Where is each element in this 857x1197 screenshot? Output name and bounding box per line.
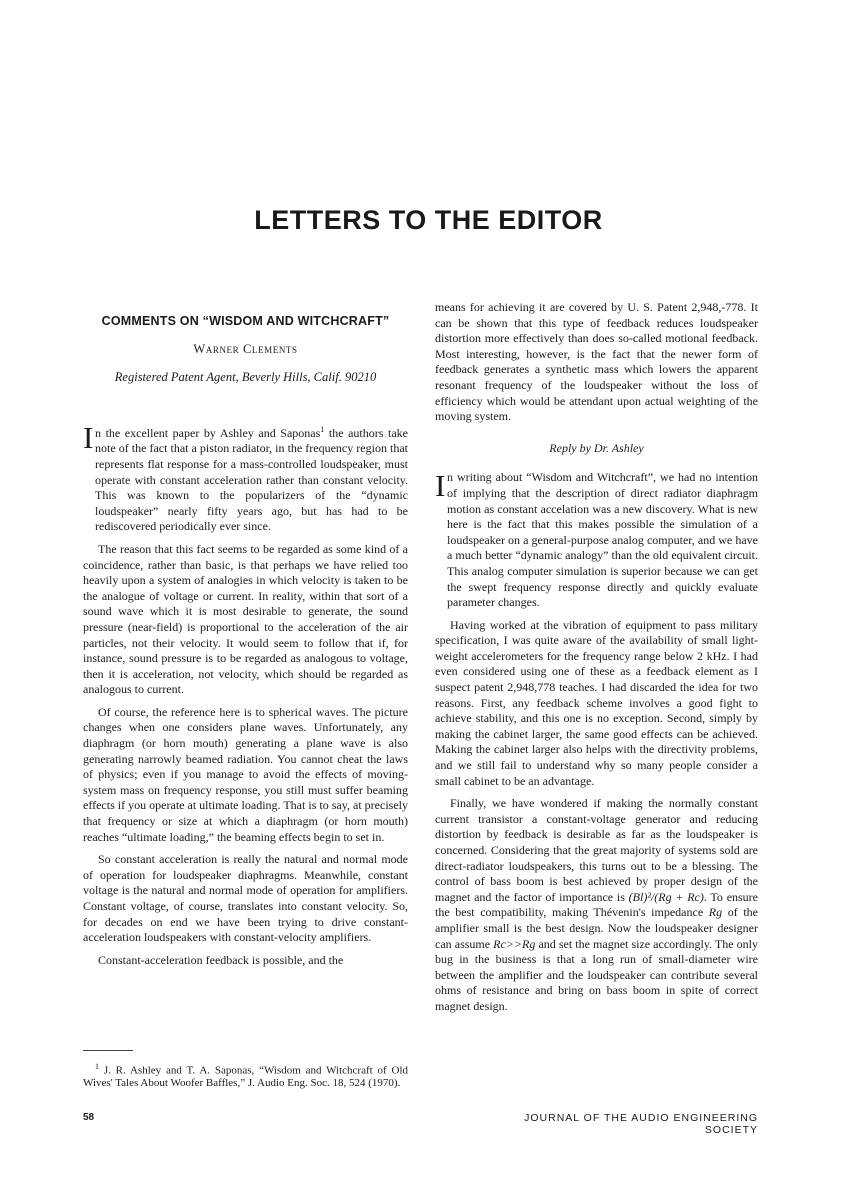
inequality: Rc>>Rg	[493, 936, 536, 951]
dropcap: I	[83, 419, 94, 455]
page-number: 58	[83, 1112, 95, 1123]
letter-paragraph-4: So constant acceleration is really the natural and normal mode of operation for loudspeaker diaphragms. Meanwhile, constant voltage is the natural and normal mode of operation for amplifiers. Constant voltage, of course, translates into constant velocity. So, for decades on end we have been trying to drive constant-acceleration loudspeakers with constant-velocity amplifiers.	[83, 852, 408, 945]
letter-paragraph-5: Constant-acceleration feedback is possible, and the	[98, 952, 344, 967]
reply-paragraph-1: I n writing about “Wisdom and Witchcraft”, we had no intention of implying that the description of direct radiator diaphragm motion as constant accelation was a new discovery. What is new here is the fact that this makes possible the simulation of a loudspeaker on a general-purpose analog computer, and we have a much better “dynamic analogy” than the old equivalent circuit. This analog computer simulation is superior because we can get the swept frequency response directly and quickly evaluate parameter changes.	[435, 468, 758, 610]
letter-paragraph-3: Of course, the reference here is to spherical waves. The picture changes when one considers plane waves. Unfortunately, any diaphragm (or horn mouth) generating a plane wave is also generating narrowly beamed radiation. You cannot cheat the laws of physics; even if you manage to avoid the effects of moving-system mass on frequency response, you still must suffer beaming effects if you operate at ultimate loading. That is to say, at precisely that frequency or size at which a diaphragm (or horn mouth) reaches “ultimate loading,” the beaming effects begin to set in.	[83, 704, 408, 844]
letter-author: Warner Clements	[193, 341, 298, 356]
right-column	[435, 300, 758, 1022]
page-title: LETTERS TO THE EDITOR	[254, 205, 603, 235]
formula: (Bl)²/(Rg + Rc)	[628, 889, 704, 904]
footnote-divider	[83, 1050, 133, 1051]
reply-paragraph-2: Having worked at the vibration of equipment to pass military specification, I was quite aware of the availability of small light-weight accelerometers for the frequency range below 2 kHz. I had even considered using one of these as a feedback element as I suspect patent 2,948,778 teaches. I had discarded the idea for two reasons. First, any feedback scheme involves a good fight to achieve stability, and this one is no exception. Second, simply by making the cabinet larger, the same good effects can be achieved. Making the cabinet larger also helps with the directivity problems, and we still fail to understand why so many people consider a small cabinet to be an advantage.	[435, 617, 758, 788]
letter-affiliation: Registered Patent Agent, Beverly Hills, Calif. 90210	[114, 370, 377, 385]
symbol: Rg	[708, 905, 723, 920]
journal-name: JOURNAL OF THE AUDIO ENGINEERING SOCIETY	[524, 1112, 758, 1136]
footnote-ref: 1	[320, 424, 325, 434]
dropcap: I	[435, 468, 446, 504]
footnote: $^1$ J. R. Ashley and T. A. Saponas, “Wisdom and Witchcraft of Old Wives' Tales About Woofer Baffles,” J. Audio Eng. Soc. 18, 524 (1970).	[83, 1062, 408, 1090]
reply-heading: Reply by Dr. Ashley	[549, 440, 644, 455]
reply-paragraph-3: Finally, we have wondered if making the normally constant current transistor a constant-voltage generator and reducing distortion by feedback is desirable as far as the loudspeaker is concerned. Considering that the great majority of systems sold are direct-radiator loudspeakers, this turns out to be a blessing. The control of bass boom is best achieved by proper design of the magnet and the factor of importance is (Bl)²/(Rg + Rc). To ensure the best compatibility, making Thévenin's impedance Rg of the amplifier small is the best design. Now the loudspeaker designer can assume Rc>>Rg and set the magnet size accordingly. The only bug in the business is that a long run of small-diameter wire between the amplifier and the loudspeaker can contribute several ohms of resistance and bring on bass boom in spite of correct magnet design.	[435, 796, 759, 1013]
letter-paragraph-5-continued: means for achieving it are covered by U. S. Patent 2,948,-778. It can be shown that this type of feedback reduces loudspeaker distortion more effectively than does so-called motional feedback. Most interesting, however, is the fact that the newer form of feedback generates a synthetic mass which lowers the apparent resonant frequency of the loudspeaker without the loss of efficiency which would be attendant upon actual weighting of the moving system.	[435, 300, 758, 424]
left-column	[83, 314, 408, 975]
letter-paragraph-2: The reason that this fact seems to be regarded as some kind of a coincidence, rather than basic, is that perhaps we have relied too heavily upon a system of analogies in which velocity is taken to be the analogue of voltage or current. In reality, within that sort of a sound wave which it is most desirable to generate, the sound pressure (near-field) is proportional to the acceleration of the air particles, not their velocity. It would seem to follow that if, for instance, sound pressure is to be regarded as analogous to voltage, then it is acceleration, not velocity, which should be regarded as analogous to current.	[83, 541, 408, 697]
letter-title: COMMENTS ON “WISDOM AND WITCHCRAFT”	[101, 314, 390, 328]
letter-paragraph-1: I n the excellent paper by Ashley and Saponas$^1$ the authors take note of the fact that a piston radiator, in the frequency region that represents flat response for a mass-controlled loudspeaker, must operate with constant acceleration rather than constant velocity. This was known to the popularizers of the “dynamic loudspeaker” nearly fifty years ago, but has had to be rediscovered periodically ever since.	[83, 419, 408, 534]
